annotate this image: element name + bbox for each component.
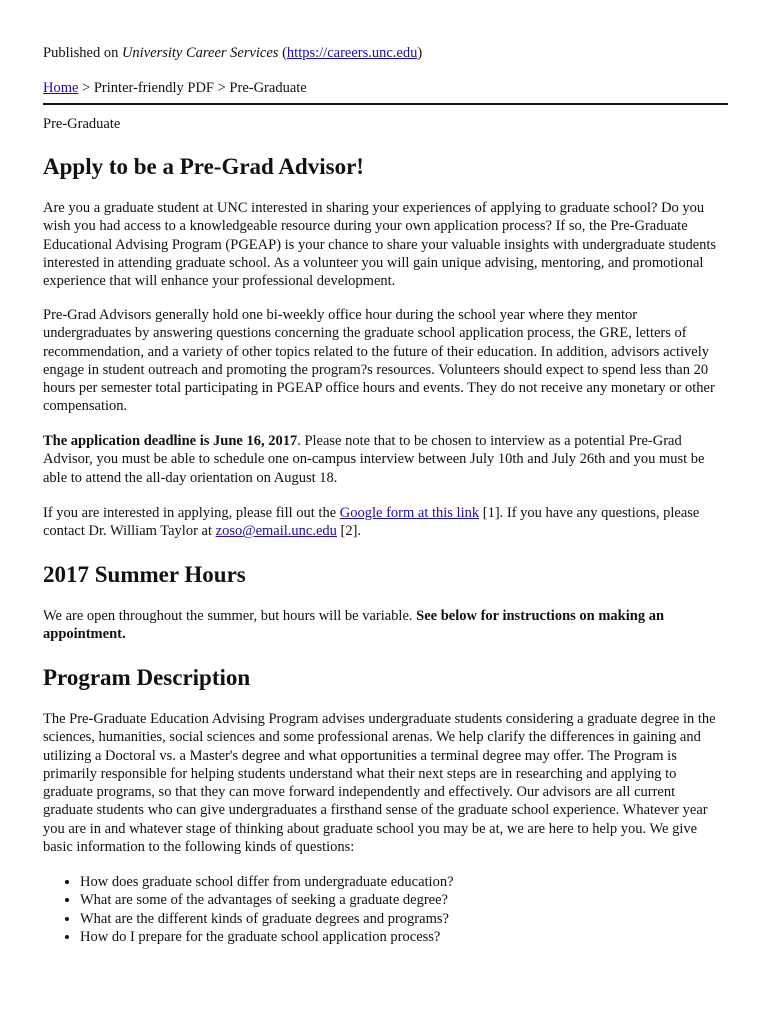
breadcrumb-rest: > Printer-friendly PDF > Pre-Graduate	[78, 80, 307, 96]
apply-text-c: [2].	[336, 523, 362, 540]
apply-paragraph-2: Pre-Grad Advisors generally hold one bi-weekly office hour during the school year where they mentor undergraduates by answering questions concerning the graduate school application process, the GRE, letters of recommendation, and a variety of other topics related to the future of their education. In addition, advisors actively engage in student outreach and promoting the program?s resources. Volunteers should expect to spend less than 20 hours per semester total participating in PGEAP office hours and events. They do not receive any monetary or other compensation.	[43, 307, 715, 415]
program-description-paragraph: The Pre-Graduate Education Advising Program advises undergraduate students considering a graduate degree in the sciences, humanities, social sciences and some professional arenas. We help clarify the differences in gaining and utilizing a Doctoral vs. a Master's degree and what opportunities a terminal degree may offer. The Program is primarily responsible for helping students understand what their next steps are in researching and applying to graduate programs, so that they can move forward independently and effectively. Our advisors are all current graduate students who can give undergraduates a firsthand sense of the graduate school experience. Whatever year you are in and whatever stage of thinking about graduate school you may be at, we are here to help you. We give basic information to the following kinds of questions:	[43, 711, 716, 856]
paren-close: )	[417, 45, 423, 61]
deadline-bold: The application deadline is June 16, 2017	[43, 433, 298, 449]
summer-hours-heading: 2017 Summer Hours	[43, 562, 246, 587]
horizontal-divider	[43, 103, 728, 105]
published-prefix: Published on	[43, 45, 122, 61]
section-label: Pre-Graduate	[43, 116, 121, 132]
email-link[interactable]: zoso@email.unc.edu	[215, 523, 337, 540]
summer-hours-paragraph	[43, 607, 728, 644]
apply-text-a: If you are interested in applying, please fill out the	[43, 505, 340, 521]
site-name: University Career Services	[121, 45, 279, 61]
deadline-rest: . Please note that to be chosen to interview as a potential Pre-Grad Advisor, you must be able to schedule one on-campus interview between July 10th and July 26th and you must be able to attend the all-day orientation on August 18.	[43, 433, 705, 486]
program-description-heading: Program Description	[43, 665, 251, 690]
deadline-paragraph	[43, 432, 728, 487]
breadcrumb	[43, 79, 307, 97]
published-line	[43, 44, 422, 62]
summer-bold-text: See below for instructions on making an appointment.	[43, 608, 665, 643]
questions-list	[43, 873, 728, 946]
summer-text: We are open throughout the summer, but hours will be variable.	[43, 608, 417, 624]
list-item: • How do I prepare for the graduate school application process?	[80, 928, 728, 946]
google-form-link[interactable]: Google form at this link	[339, 505, 480, 521]
site-url-link[interactable]: https://careers.unc.edu	[286, 45, 418, 61]
list-item: • What are the different kinds of graduate degrees and programs?	[80, 910, 728, 928]
breadcrumb-home-link[interactable]: Home	[43, 80, 79, 96]
apply-text-b: [1]. If you have any questions, please contact Dr. William Taylor at	[43, 505, 700, 540]
apply-contact-paragraph	[43, 504, 728, 541]
apply-paragraph-1: Are you a graduate student at UNC interested in sharing your experiences of applying to graduate school? Do you wish you had access to a knowledgeable resource during your own application process? If so, the Pre-Graduate Educational Advising Program (PGEAP) is your chance to share your valuable insights with undergraduate students interested in attending graduate school. As a volunteer you will gain unique advising, mentoring, and promotional experience that will enhance your professional development.	[43, 200, 717, 290]
paren-open: (	[278, 45, 287, 61]
list-item: • What are some of the advantages of seeking a graduate degree?	[80, 891, 728, 909]
list-item: • How does graduate school differ from undergraduate education?	[80, 873, 728, 891]
apply-heading: Apply to be a Pre-Grad Advisor!	[43, 154, 364, 179]
